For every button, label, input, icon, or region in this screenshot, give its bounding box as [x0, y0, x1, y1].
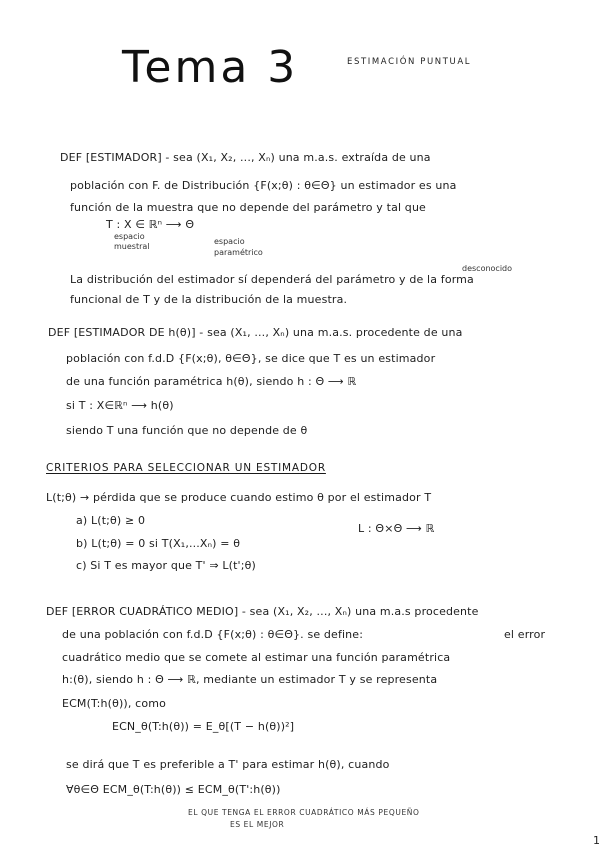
def-ecm-line-4: h:(θ), siendo h : Θ ⟶ ℝ, mediante un estimador T y se representa — [62, 673, 438, 686]
ecm-formula: ECN_θ(T:h(θ)) = E_θ[(T − h(θ))²] — [112, 720, 295, 733]
conclusion-line-2: ES EL MEJOR — [230, 820, 285, 829]
def-ecm-line-2-right: el error — [504, 628, 546, 641]
loss-property-c: c) Si T es mayor que T' ⇒ L(t';θ) — [76, 559, 256, 572]
criterios-heading: CRITERIOS PARA SELECCIONAR UN ESTIMADOR — [46, 462, 326, 474]
sample-space-label-1: espacio — [114, 232, 145, 241]
def-estimador-h-line-1: DEF [ESTIMADOR DE h(θ)] - sea (X₁, ..., Xₙ) una m.a.s. procedente de una — [48, 326, 463, 339]
param-space-label-2: paramétrico — [214, 248, 263, 257]
page-number: 1 — [593, 834, 600, 847]
page-subtitle: ESTIMACIÓN PUNTUAL — [347, 57, 472, 67]
def-estimador-h-line-3: de una función paramétrica h(θ), siendo h : Θ ⟶ ℝ — [66, 375, 357, 388]
def-estimador-h-line-4: si T : X∈ℝⁿ ⟶ h(θ) — [66, 399, 174, 412]
loss-definition: L(t;θ) → pérdida que se produce cuando estimo θ por el estimador T — [46, 491, 432, 504]
def-ecm-line-7: ∀θ∈Θ ECM_θ(T:h(θ)) ≤ ECM_θ(T':h(θ)) — [66, 783, 281, 796]
page-title: Tema 3 — [122, 42, 299, 93]
loss-property-b: b) L(t;θ) = 0 si T(X₁,...Xₙ) = θ — [76, 537, 241, 550]
def-estimador-h-line-2: población con f.d.D {F(x;θ), θ∈Θ}, se dice que T es un estimador — [66, 352, 436, 365]
def-estimador-line-3: función de la muestra que no depende del parámetro y tal que — [70, 201, 426, 214]
def-estimador-line-4: La distribución del estimador sí dependerá del parámetro y de la forma — [70, 273, 474, 286]
def-ecm-line-3: cuadrático medio que se comete al estimar una función paramétrica — [62, 651, 451, 664]
sample-space-label-2: muestral — [114, 242, 150, 251]
def-ecm-line-2: de una población con f.d.D {F(x;θ) : θ∈Θ}. se define: — [62, 628, 364, 641]
unknown-note: desconocido — [462, 264, 513, 273]
def-ecm-line-6: se dirá que T es preferible a T' para estimar h(θ), cuando — [66, 758, 390, 771]
def-estimador-line-2: población con F. de Distribución {F(x;θ) : θ∈Θ} un estimador es una — [70, 179, 457, 192]
def-ecm-line-1: DEF [ERROR CUADRÁTICO MEDIO] - sea (X₁, X₂, ..., Xₙ) una m.a.s procedente — [46, 605, 479, 618]
def-estimador-h-line-5: siendo T una función que no depende de θ — [66, 424, 308, 437]
def-ecm-line-5: ECM(T:h(θ)), como — [62, 697, 166, 710]
estimator-map: T : X ∈ ℝⁿ ⟶ Θ — [106, 218, 195, 231]
loss-function-map: L : Θ×Θ ⟶ ℝ — [358, 522, 435, 535]
def-estimador-line-1: DEF [ESTIMADOR] - sea (X₁, X₂, ..., Xₙ) una m.a.s. extraída de una — [60, 151, 431, 164]
loss-property-a: a) L(t;θ) ≥ 0 — [76, 514, 146, 527]
conclusion-line-1: EL QUE TENGA EL ERROR CUADRÁTICO MÁS PEQUEÑO — [188, 808, 420, 817]
def-estimador-line-5: funcional de T y de la distribución de la muestra. — [70, 293, 348, 306]
param-space-label-1: espacio — [214, 237, 245, 246]
